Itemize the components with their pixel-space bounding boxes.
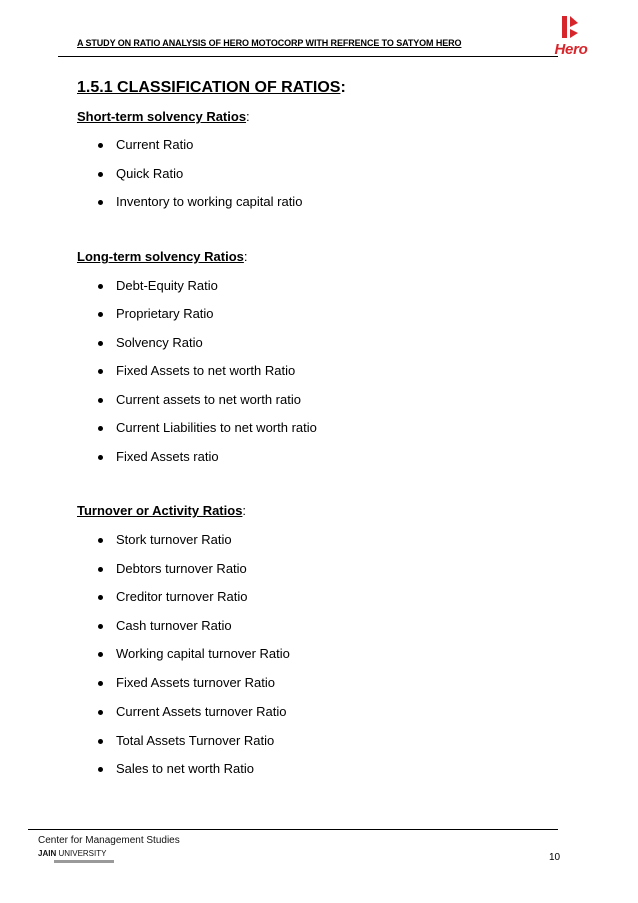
bullet-icon <box>98 341 103 346</box>
bullet-icon <box>98 369 103 374</box>
group-title-colon: : <box>246 109 250 124</box>
bullet-icon <box>98 681 103 686</box>
bullet-icon <box>98 172 103 177</box>
footer-university-bold: JAIN <box>38 849 57 858</box>
footer-university <box>38 849 106 858</box>
list-item-text: Cash turnover Ratio <box>116 618 232 633</box>
bullet-icon <box>98 143 103 148</box>
hero-logo-text: Hero <box>554 41 588 58</box>
bullet-icon <box>98 567 103 572</box>
list-item-text: Working capital turnover Ratio <box>116 646 290 661</box>
section-heading <box>77 79 346 97</box>
bullet-icon <box>98 739 103 744</box>
group-title-text: Short-term solvency Ratios <box>77 109 247 124</box>
header-rule <box>58 56 558 57</box>
list-item-text: Inventory to working capital ratio <box>116 194 303 209</box>
running-header-title: A STUDY ON RATIO ANALYSIS OF HERO MOTOCORP WITH REFRENCE TO SATYOM HERO <box>77 38 462 48</box>
page-number: 10 <box>549 852 561 863</box>
list-item-text: Debtors turnover Ratio <box>116 561 247 576</box>
list-item-text: Proprietary Ratio <box>116 306 214 321</box>
bullet-icon <box>98 538 103 543</box>
bullet-icon <box>98 284 103 289</box>
list-item-text: Quick Ratio <box>116 166 184 181</box>
list-item-text: Fixed Assets to net worth Ratio <box>116 363 296 378</box>
group-title-short-term <box>77 109 250 124</box>
group-title-text: Turnover or Activity Ratios <box>77 503 243 518</box>
group-title-text: Long-term solvency Ratios <box>77 249 244 264</box>
list-item-text: Sales to net worth Ratio <box>116 761 255 776</box>
bullet-icon <box>98 398 103 403</box>
hero-logo-mark-icon <box>560 14 582 40</box>
footer-rule <box>28 829 558 830</box>
bullet-icon <box>98 200 103 205</box>
group-title-long-term <box>77 249 248 264</box>
bullet-icon <box>98 710 103 715</box>
bullet-icon <box>98 652 103 657</box>
list-item-text: Total Assets Turnover Ratio <box>116 733 275 748</box>
footer-tagline-mark <box>54 860 114 863</box>
group-title-turnover <box>77 503 246 518</box>
bullet-icon <box>98 624 103 629</box>
list-item-text: Fixed Assets turnover Ratio <box>116 675 275 690</box>
bullet-icon <box>98 426 103 431</box>
list-item-text: Current Assets turnover Ratio <box>116 704 287 719</box>
footer-university-rest: UNIVERSITY <box>56 849 107 858</box>
hero-logo <box>540 14 600 60</box>
list-item-text: Current Ratio <box>116 137 194 152</box>
list-item-text: Solvency Ratio <box>116 335 203 350</box>
bullet-icon <box>98 455 103 460</box>
list-item-text: Stork turnover Ratio <box>116 532 232 547</box>
footer-organization: Center for Management Studies <box>38 835 180 846</box>
list-item-text: Fixed Assets ratio <box>116 449 219 464</box>
group-title-colon: : <box>243 249 248 264</box>
section-heading-colon: : <box>340 79 346 96</box>
group-title-colon: : <box>242 503 247 518</box>
section-heading-text: 1.5.1 CLASSIFICATION OF RATIOS <box>77 79 341 96</box>
bullet-icon <box>98 312 103 317</box>
list-item-text: Debt-Equity Ratio <box>116 278 218 293</box>
bullet-icon <box>98 595 103 600</box>
bullet-icon <box>98 767 103 772</box>
list-item-text: Current Liabilities to net worth ratio <box>116 420 317 435</box>
list-item-text: Creditor turnover Ratio <box>116 589 248 604</box>
list-item-text: Current assets to net worth ratio <box>116 392 301 407</box>
